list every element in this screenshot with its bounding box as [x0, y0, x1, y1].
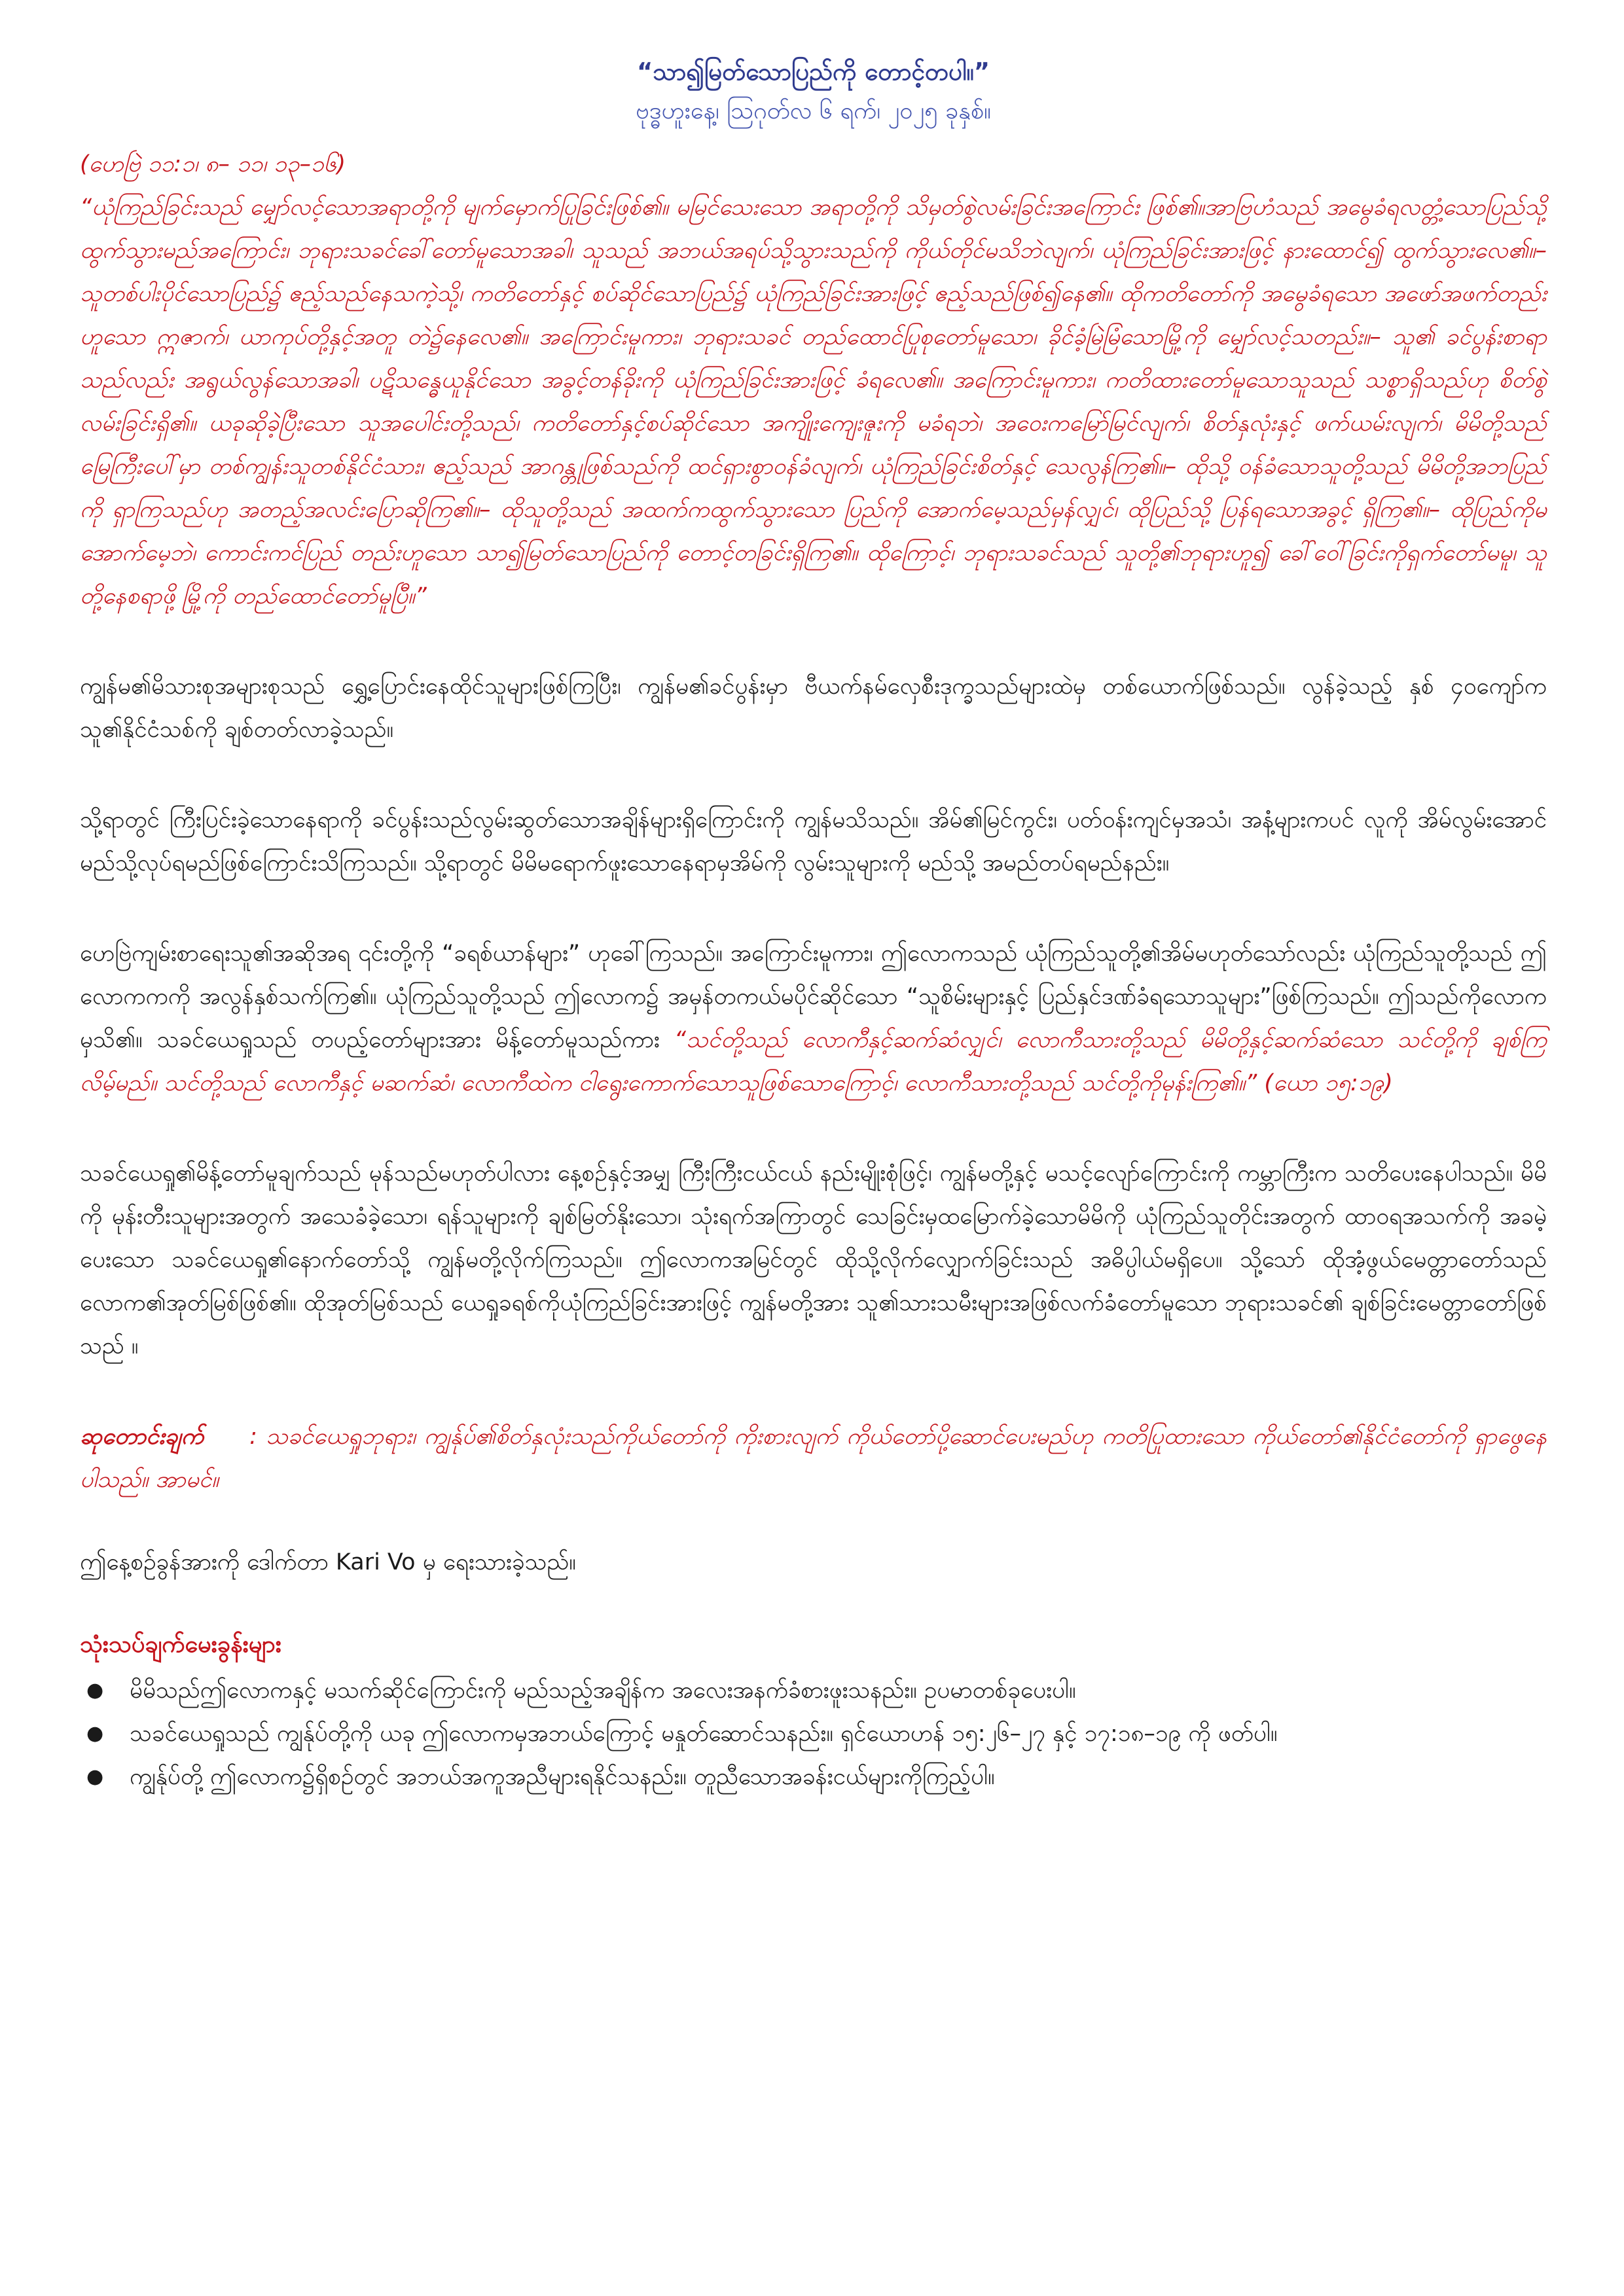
question-text: ကျွန်ုပ်တို့ ဤလောက၌ရှိစဉ်တွင် အဘယ်အကူအညီများရနိုင်သနည်း။ တူညီသောအခန်းငယ်များကိုကြည့်ပါ။ [130, 1764, 995, 1790]
paragraph-4: သခင်ယေရှု၏မိန့်တော်မူချက်သည် မုန်သည်မဟုတ်ပါလား နေ့စဉ်နှင့်အမျှ ကြီးကြီးငယ်ငယ် နည်းမျိုးစုံဖြင့်၊ ကျွန်မတို့နှင့် မသင့်လျော်ကြောင်းကို ကမ္ဘာကြီးက သတိပေးနေပါသည်။ မိမိကို မုန်းတီးသူများအတွက် အသေခံခဲ့သော၊ ရန်သူများကို ချစ်မြတ်နိုးသော၊ သုံးရက်အကြာတွင် သေခြင်းမှထမြောက်ခဲ့သောမိမိကို ယုံကြည်သူတိုင်းအတွက် ထာဝရအသက်ကို အခမဲ့ပေးသော သခင်ယေရှု၏နောက်တော်သို့ ကျွန်မတို့လိုက်ကြသည်။ ဤလောကအမြင်တွင် ထိုသို့လိုက်လျှောက်ခြင်းသည် အဓိပ္ပါယ်မရှိပေ။ သို့သော် ထိုအံ့ဖွယ်မေတ္တာတော်သည် လောက၏အုတ်မြစ်ဖြစ်၏။ ထိုအုတ်မြစ်သည် ယေရှုခရစ်ကိုယုံကြည်ခြင်းအားဖြင့် ကျွန်မတို့အား သူ၏သားသမီးများအဖြစ်လက်ခံတော်မူသော ဘုရားသခင်၏ ချစ်ခြင်းမေတ္တာတော်ဖြစ်သည် ။ [80, 1160, 1547, 1359]
list-item [80, 1755, 1547, 1799]
paragraph-2: သို့ရာတွင် ကြီးပြင်းခဲ့သောနေရာကို ခင်ပွန်းသည်လွမ်းဆွတ်သောအချိန်များရှိကြောင်းကို ကျွန်မသိသည်။ အိမ်၏မြင်ကွင်း၊ ပတ်ဝန်းကျင်မှအသံ၊ အနံ့များကပင် လူကို အိမ်လွမ်းအောင် မည်သို့လုပ်ရမည်ဖြစ်ကြောင်းသိကြသည်။ သို့ရာတွင် မိမိမရောက်ဖူးသောနေရာမှအိမ်ကို လွမ်းသူများကို မည်သို့ အမည်တပ်ရမည်နည်း။ [80, 807, 1547, 876]
prayer-text: : သခင်ယေရှုဘုရား၊ ကျွန်ုပ်၏စိတ်နှလုံးသည်ကိုယ်တော်ကို ကိုးစားလျက် ကိုယ်တော်ပို့ဆောင်ပေးမည်ဟု ကတိပြုထားသော ကိုယ်တော်၏နိုင်ငံတော်ကို ရှာဖွေနေပါသည်။ အာမင်။ [80, 1424, 1547, 1493]
questions-list [80, 1669, 1547, 1799]
prayer-label: ဆုတောင်းချက် [80, 1424, 204, 1450]
date-line: ဗုဒ္ဓဟူးနေ့၊ ဩဂုတ်လ ၆ ရက်၊ ၂၀၂၅ ခုနှစ်။ [636, 98, 991, 124]
prayer [80, 1415, 1547, 1501]
question-text: မိမိသည်ဤလောကနှင့် မသက်ဆိုင်ကြောင်းကို မည်သည့်အချိန်က အလေးအနက်ခံစားဖူးသနည်း။ ဥပမာတစ်ခုပေးပါ။ [130, 1677, 1076, 1704]
questions-heading: သုံးသပ်ချက်မေးခွန်းများ [80, 1631, 281, 1658]
author-credit: ဤနေ့စဉ်ခွန်အားကို ဒေါက်တာ Kari Vo မှ ရေးသားခဲ့သည်။ [80, 1549, 576, 1575]
paragraph-3-quote: “သင်တို့သည် လောကီနှင့်ဆက်ဆံလျှင်၊ လောကီသားတို့သည် မိမိတို့နှင့်ဆက်ဆံသော သင်တို့ကို ချစ်ကြလိမ့်မည်။ သင်တို့သည် လောကီနှင့် မဆက်ဆံ၊ လောကီထဲက ငါရွေးကောက်သောသူဖြစ်သောကြောင့်၊ လောကီသားတို့သည် သင်တို့ကိုမုန်းကြ၏။” (ယော ၁၅:၁၉) [80, 1027, 1547, 1096]
paragraph-1: ကျွန်မ၏မိသားစုအများစုသည် ရွှေ့ပြောင်းနေထိုင်သူများဖြစ်ကြပြီး၊ ကျွန်မ၏ခင်ပွန်းမှာ ဗီယက်နမ်လှေစီးဒုက္ခသည်များထဲမှ တစ်ယောက်ဖြစ်သည်။ လွန်ခဲ့သည့် နှစ် ၄၀ကျော်က သူ၏နိုင်ငံသစ်ကို ချစ်တတ်လာခဲ့သည်။ [80, 673, 1547, 743]
list-item [80, 1669, 1547, 1712]
bullet-icon: ● [86, 1679, 104, 1702]
list-item [80, 1712, 1547, 1755]
paragraph-3-text: ဟေဗြဲကျမ်းစာရေးသူ၏အဆိုအရ ၎င်းတို့ကို “ခရစ်ယာန်များ” ဟုခေါ်ကြသည်။ အကြောင်းမူကား၊ ဤလောကသည် ယုံကြည်သူတို့၏အိမ်မဟုတ်သော်လည်း ယုံကြည်သူတို့သည် ဤလောကကကို အလွန်နှစ်သက်ကြ၏။ ယုံကြည်သူတို့သည် ဤလောက၌ အမှန်တကယ်မပိုင်ဆိုင်သော “သူစိမ်းများနှင့် ပြည်နှင်ဒဏ်ခံရသောသူများ”ဖြစ်ကြသည်။ ဤသည်ကိုလောကမှသိ၏။ သခင်ယေရှုသည် တပည့်တော်များအား မိန့်တော်မူသည်ကား [80, 941, 1547, 1053]
bullet-icon: ● [86, 1765, 104, 1788]
bullet-icon: ● [86, 1722, 104, 1745]
page-title: “သာ၍မြတ်သောပြည်ကို တောင့်တပါ။” [636, 58, 990, 86]
paragraph-3 [80, 932, 1547, 1105]
question-text: သခင်ယေရှုသည် ကျွန်ုပ်တို့ကို ယခု ဤလောကမှအဘယ်ကြောင့် မနှုတ်ဆောင်သနည်း။ ရှင်ယောဟန် ၁၅:၂၆–၂၇ နှင့် ၁၇:၁၈–၁၉ ကို ဖတ်ပါ။ [130, 1721, 1278, 1747]
scripture-text: “ယုံကြည်ခြင်းသည် မျှော်လင့်သောအရာတို့ကို မျက်မှောက်ပြုခြင်းဖြစ်၏။ မမြင်သေးသော အရာတို့ကို သိမှတ်စွဲလမ်းခြင်းအကြောင်း ဖြစ်၏။အာဗြဟံသည် အမွေခံရလတ္တံ့သောပြည်သို့ ထွက်သွားမည်အကြောင်း၊ ဘုရားသခင်ခေါ်တော်မူသောအခါ၊ သူသည် အဘယ်အရပ်သို့သွားသည်ကို ကိုယ်တိုင်မသိဘဲလျက်၊ ယုံကြည်ခြင်းအားဖြင့် နားထောင်၍ ထွက်သွားလေ၏။– သူတစ်ပါးပိုင်သောပြည်၌ ဧည့်သည်နေသကဲ့သို့၊ ကတိတော်နှင့် စပ်ဆိုင်သောပြည်၌ ယုံကြည်ခြင်းအားဖြင့် ဧည့်သည်ဖြစ်၍နေ၏။ ထိုကတိတော်ကို အမွေခံရသော အဖော်အဖက်တည်းဟူသော ဣဇာက်၊ ယာကုပ်တို့နှင့်အတူ တဲ၌နေလေ၏။ အကြောင်းမူကား၊ ဘုရားသခင် တည်ထောင်ပြုစုတော်မူသော၊ ခိုင်ခံ့မြဲမြံသောမြို့ကို မျှော်လင့်သတည်း။– သူ၏ ခင်ပွန်းစာရာသည်လည်း အရွယ်လွန်သောအခါ၊ ပဋိသန္ဓေယူနိုင်သော အခွင့်တန်ခိုးကို ယုံကြည်ခြင်းအားဖြင့် ခံရလေ၏။ အကြောင်းမူကား၊ ကတိထားတော်မူသောသူသည် သစ္စာရှိသည်ဟု စိတ်စွဲလမ်းခြင်းရှိ၏။ ယခုဆိုခဲ့ပြီးသော သူအပေါင်းတို့သည်၊ ကတိတော်နှင့်စပ်ဆိုင်သော အကျိုးကျေးဇူးကို မခံရဘဲ၊ အဝေးကမြော်မြင်လျက်၊ စိတ်နှလုံးနှင့် ဖက်ယမ်းလျက်၊ မိမိတို့သည် မြေကြီးပေါ်မှာ တစ်ကျွန်းသူတစ်နိုင်ငံသား၊ ဧည့်သည် အာဂန္တုဖြစ်သည်ကို ထင်ရှားစွာဝန်ခံလျက်၊ ယုံကြည်ခြင်းစိတ်နှင့် သေလွန်ကြ၏။– ထိုသို့ ဝန်ခံသောသူတို့သည် မိမိတို့အဘပြည်ကို ရှာကြသည်ဟု အတည့်အလင်းပြောဆိုကြ၏။– ထိုသူတို့သည် အထက်ကထွက်သွားသော ပြည်ကို အောက်မေ့သည်မှန်လျှင်၊ ထိုပြည်သို့ ပြန်ရသောအခွင့် ရှိကြ၏။– ထိုပြည်ကိုမအောက်မေ့ဘဲ၊ ကောင်းကင်ပြည် တည်းဟူသော သာ၍မြတ်သောပြည်ကို တောင့်တခြင်းရှိကြ၏။ ထိုကြောင့်၊ ဘုရားသခင်သည် သူတို့၏ဘုရားဟူ၍ ခေါ်ဝေါ်ခြင်းကိုရှက်တော်မမူ၊ သူတို့နေစရာဖို့ မြို့ကို တည်ထောင်တော်မူပြီ။” [80, 194, 1547, 609]
scripture-ref: (ဟေဗြဲ ၁၁:၁၊ ၈– ၁၁၊ ၁၃–၁၆) [80, 151, 346, 177]
